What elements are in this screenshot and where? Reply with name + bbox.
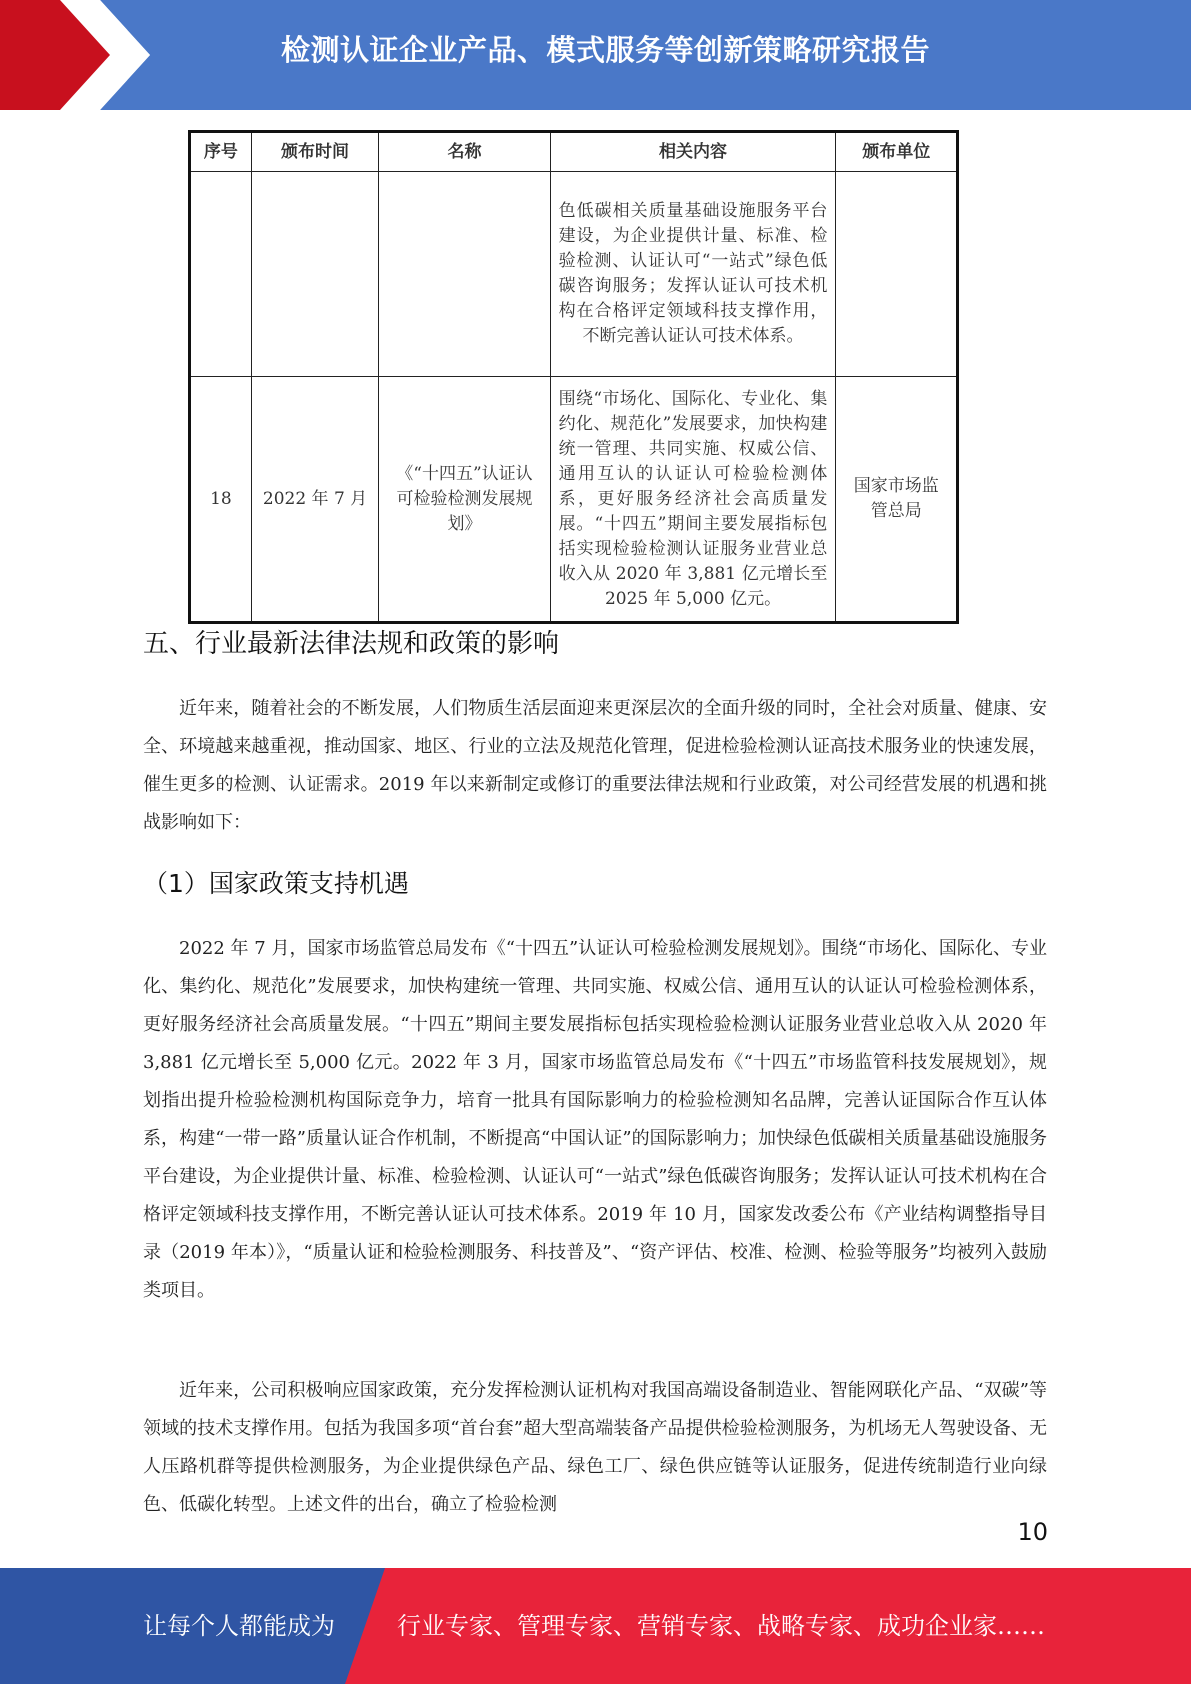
table-header-row	[190, 132, 958, 172]
cell-no: 18	[190, 377, 252, 623]
cell-content: 围绕“市场化、国际化、专业化、集约化、规范化”发展要求，加快构建统一管理、共同实施、权威公信、通用互认的认证认可检验检测体系，更好服务经济社会高质量发展。“十四五”期间主要发展指标包括实现检验检测认证服务业营业总收入从 2020 年 3,881 亿元增长至 2025 年 5,000 亿元。	[550, 377, 836, 623]
policy-table	[188, 130, 959, 624]
table-row	[190, 377, 958, 623]
table-row	[190, 172, 958, 377]
cell-name: 《“十四五”认证认可检验检测发展规划》	[379, 377, 550, 623]
company-paragraph: 近年来，公司积极响应国家政策，充分发挥检测认证机构对我国高端设备制造业、智能网联化产品、“双碳”等领域的技术支撑作用。包括为我国多项“首台套”超大型高端装备产品提供检验检测服务，为机场无人驾驶设备、无人压路机群等提供检测服务，为企业提供绿色产品、绿色工厂、绿色供应链等认证服务，促进传统制造行业向绿色、低碳化转型。上述文件的出台，确立了检验检测	[143, 1380, 1047, 1515]
cell-name	[379, 172, 550, 377]
cell-no	[190, 172, 252, 377]
col-header-content: 相关内容	[550, 132, 836, 172]
report-title: 检测认证企业产品、模式服务等创新策略研究报告	[280, 33, 930, 67]
section-heading: 五、行业最新法律法规和政策的影响	[143, 629, 560, 659]
col-header-no: 序号	[190, 132, 252, 172]
page-footer	[0, 1568, 1191, 1684]
footer-slogan-right: 行业专家、管理专家、营销专家、战略专家、成功企业家……	[397, 1612, 1045, 1640]
col-header-issuer: 颁布单位	[836, 132, 958, 172]
col-header-date: 颁布时间	[251, 132, 379, 172]
subsection-heading: （1）国家政策支持机遇	[143, 869, 409, 898]
cell-date	[251, 172, 379, 377]
cell-date: 2022 年 7 月	[251, 377, 379, 623]
page-number: 10	[1017, 1518, 1048, 1546]
cell-issuer: 国家市场监管总局	[836, 377, 958, 623]
footer-slogan-left: 让每个人都能成为	[143, 1612, 335, 1640]
page-header	[0, 0, 1191, 110]
intro-paragraph: 近年来，随着社会的不断发展，人们物质生活层面迎来更深层次的全面升级的同时，全社会对质量、健康、安全、环境越来越重视，推动国家、地区、行业的立法及规范化管理，促进检验检测认证高技术服务业的快速发展，催生更多的检测、认证需求。2019 年以来新制定或修订的重要法律法规和行业政策，对公司经营发展的机遇和挑战影响如下：	[143, 698, 1047, 833]
col-header-name: 名称	[379, 132, 550, 172]
policy-paragraph: 2022 年 7 月，国家市场监管总局发布《“十四五”认证认可检验检测发展规划》。围绕“市场化、国际化、专业化、集约化、规范化”发展要求，加快构建统一管理、共同实施、权威公信、通用互认的认证认可检验检测体系，更好服务经济社会高质量发展。“十四五”期间主要发展指标包括实现检验检测认证服务业营业总收入从 2020 年 3,881 亿元增长至 5,000 亿元。2022 年 3 月，国家市场监管总局发布《“十四五”市场监管科技发展规划》，规划指出提升检验检测机构国际竞争力，培育一批具有国际影响力的检验检测知名品牌，完善认证国际合作互认体系，构建“一带一路”质量认证合作机制，不断提高“中国认证”的国际影响力；加快绿色低碳相关质量基础设施服务平台建设，为企业提供计量、标准、检验检测、认证认可“一站式”绿色低碳咨询服务；发挥认证认可技术机构在合格评定领域科技支撑作用，不断完善认证认可技术体系。2019 年 10 月，国家发改委公布《产业结构调整指导目录（2019 年本）》，“质量认证和检验检测服务、科技普及”、“资产评估、校准、检测、检验等服务”均被列入鼓励类项目。	[143, 938, 1047, 1301]
cell-issuer	[836, 172, 958, 377]
cell-content: 色低碳相关质量基础设施服务平台建设，为企业提供计量、标准、检验检测、认证认可“一站式”绿色低碳咨询服务；发挥认证认可技术机构在合格评定领域科技支撑作用，不断完善认证认可技术体系。	[550, 172, 836, 377]
